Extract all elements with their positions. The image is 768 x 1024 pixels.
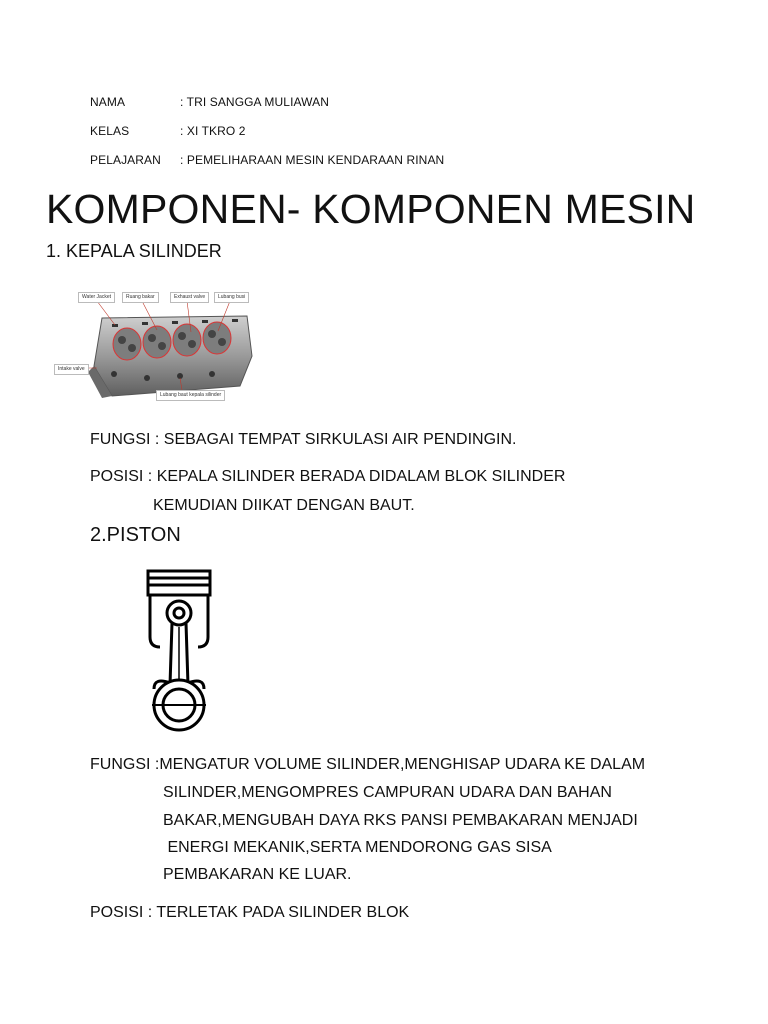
label-intake-valve: Intake valve [54,364,89,375]
section2-fungsi-line: FUNGSI :MENGATUR VOLUME SILINDER,MENGHISAP UDARA KE DALAM [90,756,646,773]
section2-fungsi-line: BAKAR,MENGUBAH DAYA RKS PANSI PEMBAKARAN MENJADI [163,812,638,829]
kelas-value: : XI TKRO 2 [180,124,246,138]
section1-heading: 1. KEPALA SILINDER [46,241,222,261]
pelajaran-value: : PEMELIHARAAN MESIN KENDARAAN RINAN [180,153,445,167]
section2-fungsi-line: ENERGI MEKANIK,SERTA MENDORONG GAS SISA [163,839,552,856]
kelas-label: KELAS [90,124,130,138]
section2-fungsi-line: SILINDER,MENGOMPRES CAMPURAN UDARA DAN BAHAN [163,784,612,801]
nama-label: NAMA [90,95,126,109]
piston-figure [140,565,220,740]
nama-value: : TRI SANGGA MULIAWAN [180,95,330,109]
label-ruang-bakar: Ruang bakar [122,292,159,303]
section2-posisi: POSISI : TERLETAK PADA SILINDER BLOK [90,904,410,921]
section1-fungsi: FUNGSI : SEBAGAI TEMPAT SIRKULASI AIR PENDINGIN. [90,431,517,448]
section2-fungsi-line: PEMBAKARAN KE LUAR. [163,866,352,883]
section1-posisi-line2: KEMUDIAN DIIKAT DENGAN BAUT. [153,497,415,514]
label-exhaust-valve: Exhaust valve [170,292,209,303]
label-lubang-busi: Lubang busi [214,292,249,303]
cylinder-head-figure [52,286,262,406]
cylinder-head-image [52,286,262,406]
label-lubang-baut: Lubang baut kepala silinder [156,390,225,401]
section2-heading: 2.PISTON [90,524,181,546]
page-title: KOMPONEN- KOMPONEN MESIN [46,186,696,232]
section1-posisi-line1: POSISI : KEPALA SILINDER BERADA DIDALAM BLOK SILINDER [90,468,566,485]
piston-image [140,565,220,740]
label-water-jacket: Water Jacket [78,292,115,303]
pelajaran-label: PELAJARAN [90,153,161,167]
